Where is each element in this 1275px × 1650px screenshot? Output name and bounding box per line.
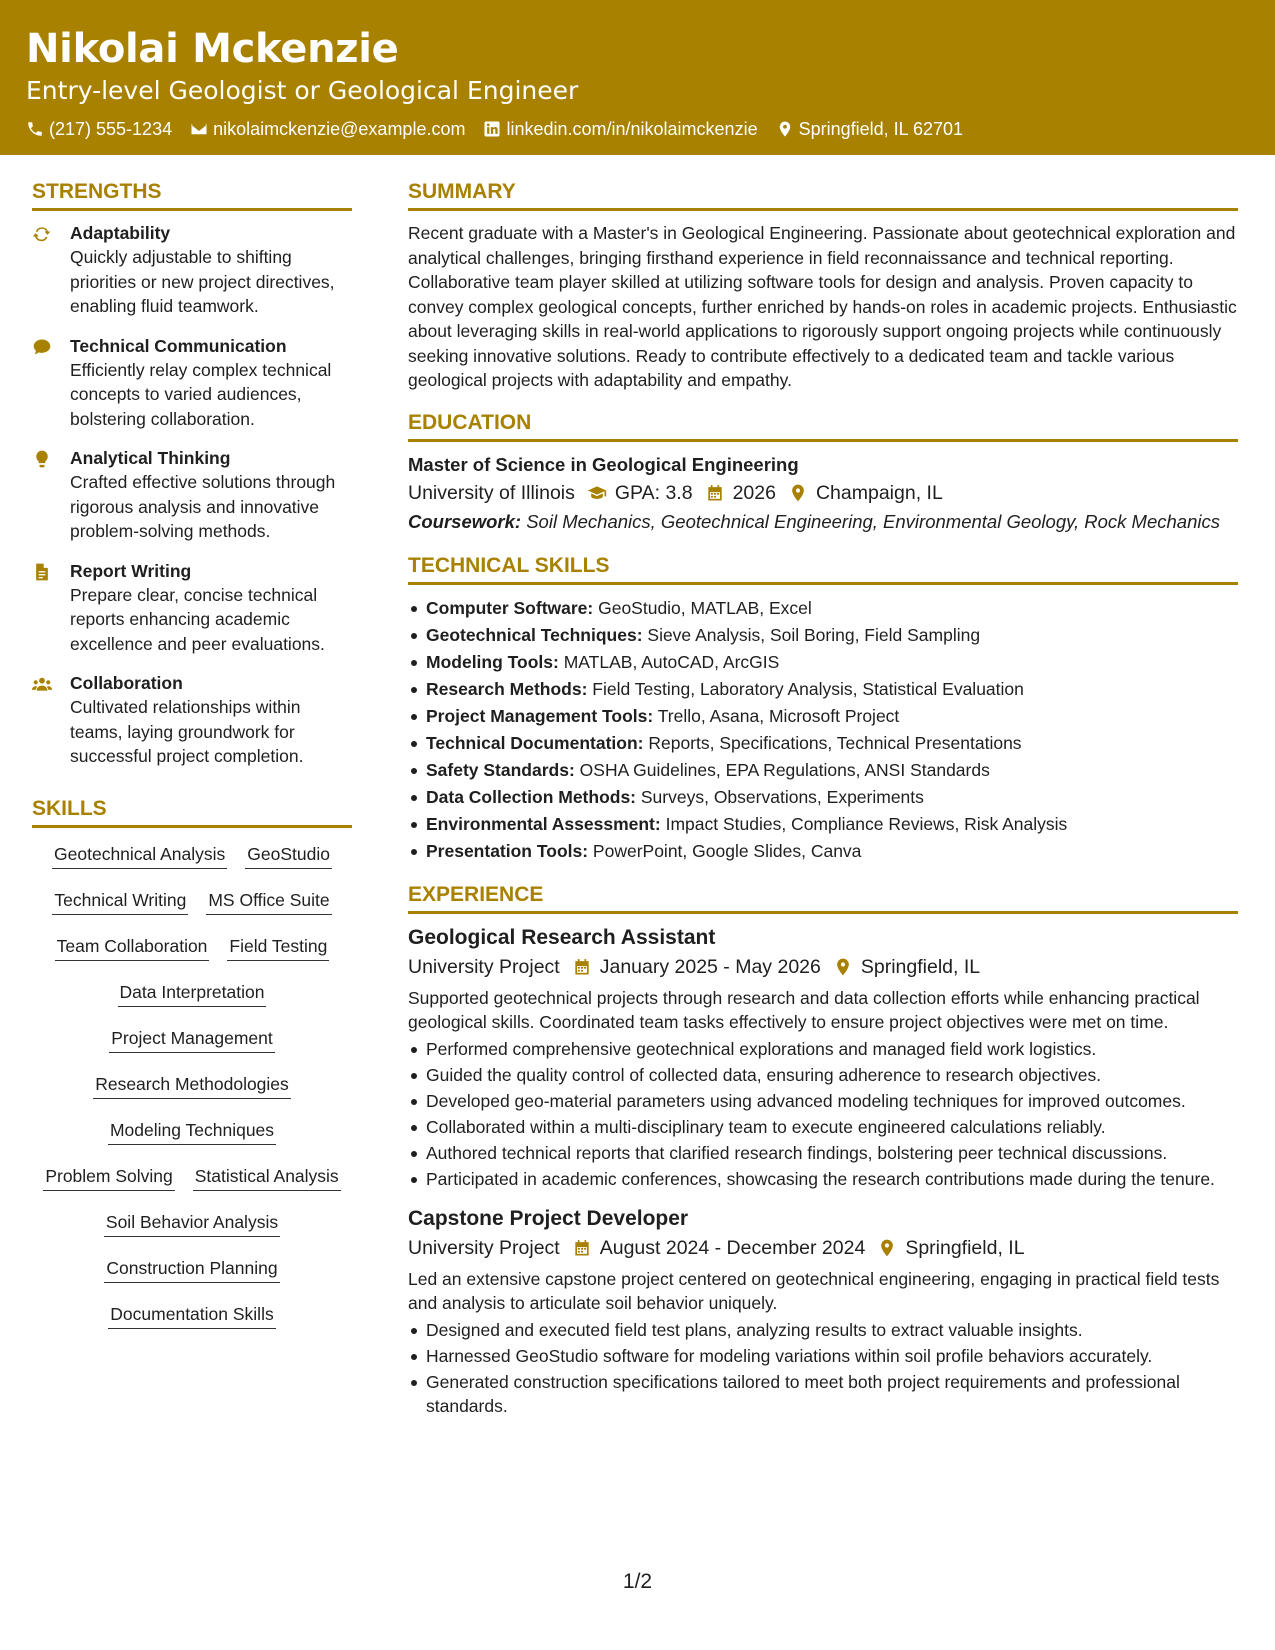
skill-tag: Modeling Techniques [108,1118,276,1145]
sync-icon [32,224,52,244]
list-item: Environmental Assessment: Impact Studies, Compliance Reviews, Risk Analysis [408,811,1238,838]
strength-item [32,559,352,657]
map-pin-icon [833,957,853,977]
skill-tag: Geotechnical Analysis [52,842,227,869]
job-title: Geological Research Assistant [408,925,716,949]
school-location: Champaign, IL [815,481,943,504]
summary-heading: SUMMARY [408,178,1238,211]
school-name: University of Illinois [408,481,575,504]
list-item: Modeling Tools: MATLAB, AutoCAD, ArcGIS [408,649,1238,676]
calendar-icon [572,957,592,977]
technical-skills-list [408,595,1238,865]
list-item: Harnessed GeoStudio software for modeling variations within soil profile behaviors accurately. [408,1344,1238,1368]
list-item: Performed comprehensive geotechnical explorations and managed field work logistics. [408,1037,1238,1061]
job-location: Springfield, IL [905,1236,1025,1259]
job-meta [408,1233,1238,1263]
list-item: Presentation Tools: PowerPoint, Google Slides, Canva [408,838,1238,865]
strength-desc: Prepare clear, concise technical reports enhancing academic excellence and peer evaluations. [70,584,325,654]
contact-linkedin[interactable] [483,118,757,140]
list-item: Research Methods: Field Testing, Laboratory Analysis, Statistical Evaluation [408,676,1238,703]
list-item: Authored technical reports that clarified research findings, bolstering peer technical discussions. [408,1141,1238,1165]
document-icon [32,562,52,582]
list-item: Guided the quality control of collected data, ensuring adherence to research objectives. [408,1063,1238,1087]
list-item: Developed geo-material parameters using advanced modeling techniques for improved outcomes. [408,1089,1238,1113]
contact-email[interactable] [190,118,465,140]
list-item: Computer Software: GeoStudio, MATLAB, Excel [408,595,1238,622]
job-dates: August 2024 - December 2024 [599,1236,866,1259]
skill-tag: Construction Planning [104,1256,279,1283]
list-item: Technical Documentation: Reports, Specifications, Technical Presentations [408,730,1238,757]
graduation-cap-icon [587,483,607,503]
calendar-icon [572,1238,592,1258]
job-description: Led an extensive capstone project centered on geotechnical engineering, engaging in practical field tests and analysis to articulate soil behavior uniquely. [408,1268,1220,1313]
contact-phone[interactable] [26,118,172,140]
skill-tag: Research Methodologies [93,1072,291,1099]
strength-item [32,671,352,769]
map-pin-icon [877,1238,897,1258]
comment-icon [32,337,52,357]
list-item: Collaborated within a multi-disciplinary team to execute engineered calculations reliably. [408,1115,1238,1139]
skills-heading: SKILLS [32,795,352,828]
job-bullets [408,1037,1238,1191]
strength-item [32,221,352,319]
list-item: Project Management Tools: Trello, Asana, Microsoft Project [408,703,1238,730]
candidate-name: Nikolai Mckenzie [26,26,399,72]
linkedin-icon [483,120,501,138]
skill-tag: Problem Solving [43,1164,174,1191]
skill-tag: Field Testing [227,934,329,961]
calendar-icon [705,483,725,503]
envelope-icon [190,120,208,138]
list-item: Geotechnical Techniques: Sieve Analysis, Soil Boring, Field Sampling [408,622,1238,649]
strength-title: Analytical Thinking [70,448,231,468]
strengths-heading: STRENGTHS [32,178,352,211]
education-heading: EDUCATION [408,409,1238,442]
page-number: 1/2 [622,1570,653,1593]
degree-title: Master of Science in Geological Engineering [408,453,799,475]
skill-tag: Documentation Skills [108,1302,275,1329]
skill-tag: Data Interpretation [118,980,267,1007]
contact-bar [26,118,1275,140]
resume-header [0,0,1275,155]
email-text: nikolaimckenzie@example.com [213,119,466,139]
job-description: Supported geotechnical projects through research and data collection efforts while enhancing practical geological skills. Coordinated team tasks effectively to ensure project objectives were met on time. [408,987,1200,1032]
strength-title: Technical Communication [70,335,287,356]
skill-tag: Project Management [109,1026,274,1053]
list-item: Generated construction specifications tailored to meet both project requirements and professional standards. [408,1370,1238,1418]
technical-skills-heading: TECHNICAL SKILLS [408,552,1238,585]
gpa: GPA: 3.8 [614,481,693,504]
linkedin-text: linkedin.com/in/nikolaimckenzie [506,119,758,139]
left-column [32,178,352,1348]
location-text: Springfield, IL 62701 [798,119,964,139]
map-pin-icon [776,120,794,138]
job-org: University Project [408,1236,560,1259]
strength-title: Adaptability [70,223,171,243]
job-dates: January 2025 - May 2026 [599,955,821,978]
experience-heading: EXPERIENCE [408,881,1238,914]
contact-location [776,118,963,140]
list-item: Participated in academic conferences, showcasing the research contributions made during the tenure. [408,1167,1238,1191]
lightbulb-icon [32,449,52,469]
phone-icon [26,120,44,138]
strength-desc: Efficiently relay complex technical concepts to varied audiences, bolstering collaboration. [70,359,332,429]
users-icon [32,674,52,694]
strength-desc: Cultivated relationships within teams, laying groundwork for successful project completion. [70,697,304,766]
education-meta [408,478,1238,508]
list-item: Designed and executed field test plans, analyzing results to extract valuable insights. [408,1318,1238,1342]
job-title: Capstone Project Developer [408,1206,689,1230]
list-item: Safety Standards: OSHA Guidelines, EPA Regulations, ANSI Standards [408,757,1238,784]
skill-tag: MS Office Suite [206,888,331,915]
job-entry [408,924,1238,1191]
summary-text: Recent graduate with a Master's in Geological Engineering. Passionate about geotechnical exploration and analytical challenges, bringing firsthand experience in field reconnaissance and technical reporting. Collaborative team player skilled at utilizing software tools for design and analysis. Proven capacity to convey complex geological concepts, further enriched by hands-on roles in academic projects. Enthusiastic about leveraging skills in real-world applications to rigorously support ongoing projects while continuously seeking innovative solutions. Ready to contribute effectively to a dedicated team and tackle various geological projects with adaptability and empathy. [408,223,1237,390]
strength-desc: Quickly adjustable to shifting priorities or new project directives, enabling fluid teamwork. [70,247,335,316]
coursework-list: Soil Mechanics, Geotechnical Engineering, Environmental Geology, Rock Mechanics [521,510,1220,532]
list-item: Data Collection Methods: Surveys, Observations, Experiments [408,784,1238,811]
skill-tag: Technical Writing [52,888,188,915]
map-pin-icon [788,483,808,503]
candidate-role: Entry-level Geologist or Geological Engineer [26,76,579,105]
skill-tag: Team Collaboration [55,934,210,961]
graduation-year: 2026 [732,481,776,504]
strength-item [32,446,352,544]
job-org: University Project [408,955,560,978]
strength-title: Report Writing [70,560,192,581]
job-bullets [408,1318,1238,1418]
job-meta [408,952,1238,982]
coursework [408,510,1238,534]
strength-item [32,334,352,432]
skill-tag: Statistical Analysis [193,1164,341,1191]
coursework-label: Coursework: [408,510,522,532]
strength-desc: Crafted effective solutions through rigorous analysis and innovative problem-solving methods. [70,472,336,541]
skill-tag: Soil Behavior Analysis [104,1210,280,1237]
right-column [408,178,1238,1432]
job-entry [408,1205,1238,1418]
skills-list [32,842,352,1348]
skill-tag: GeoStudio [245,842,332,869]
job-location: Springfield, IL [860,955,981,978]
phone-text: (217) 555-1234 [49,119,173,139]
strength-title: Collaboration [70,673,183,693]
